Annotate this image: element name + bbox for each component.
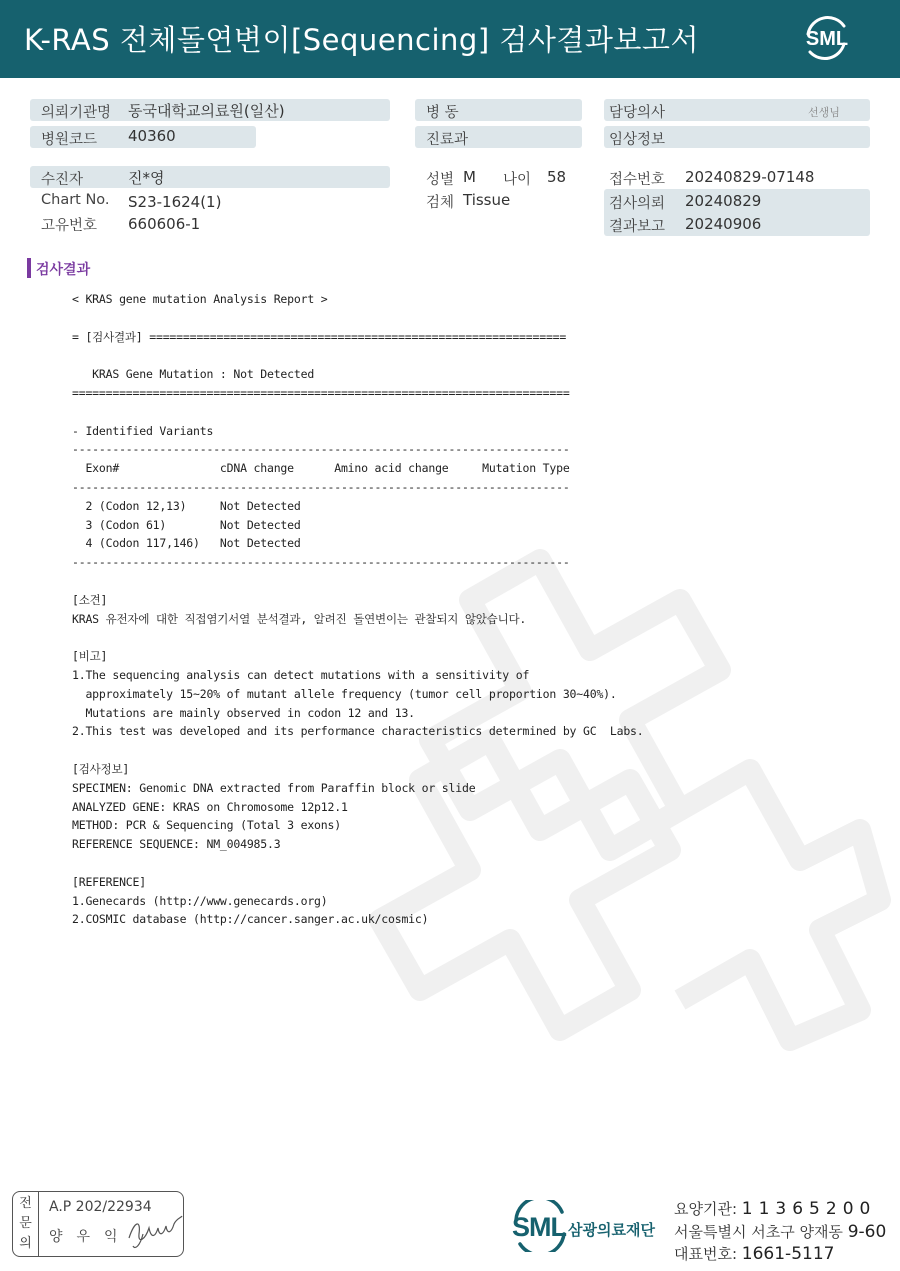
stamp-side-label [13,1192,39,1256]
institution-value: 동국대학교의료원(일산) [128,102,285,120]
stamp-side-char: 의 [19,1236,32,1251]
age-label: 나이 [503,172,532,188]
department-label: 진료과 [426,132,469,148]
header-logo-text: SML [805,28,849,50]
patient-bar [30,166,390,188]
report-body: < KRAS gene mutation Analysis Report > = [검사결과] ============================================================== KRAS Gene Mutation : Not Detected ========================================================================== - Identified Variants -------------------------------------------------------------------------- Exon# cDNA change Amino acid change Mutation Type -------------------------------------------------------------------------- 2 (Codon 12,13) Not Detected 3 (Codon 61) Not Detected 4 (Codon 117,146) Not Detected -------------------------------------------------------------------------- [소견] KRAS 유전자에 대한 직접염기서열 분석결과, 알려진 돌연변이는 관찰되지 않았습니다. [비고] 1.The sequencing analysis can detect mutations with a sensitivity of approximately 15~20% of mutant allele frequency (tumor cell proportion 30~40%). Mutations are mainly observed in codon 12 and 13. 2.This test was developed and its performance characteristics determined by GC Labs. [검사정보] SPECIMEN: Genomic DNA extracted from Paraffin block or slide ANALYZED GENE: KRAS on Chromosome 12p12.1 METHOD: PCR & Sequencing (Total 3 exons) REFERENCE SEQUENCE: NM_004985.3 [REFERENCE] 1.Genecards (http://www.genecards.org) 2.COSMIC database (http://cancer.sanger.ac.uk/cosmic) [72,292,644,927]
ward-label: 병 동 [426,105,459,121]
hospital-code-label: 병원코드 [41,132,98,148]
chart-label: Chart No. [41,192,110,208]
footer-care-label: 요양기관 [674,1200,732,1218]
pathologist-stamp [12,1191,184,1257]
footer-address: 서울특별시 서초구 양재동 [674,1223,843,1241]
patient-label: 수진자 [41,172,84,188]
receipt-label: 접수번호 [609,172,666,188]
footer-phone-value: 1661-5117 [741,1244,835,1264]
chart-value: S23-1624(1) [128,193,222,211]
footer-care-line: 요양기관: 11365200 [674,1199,877,1219]
sex-value: M [463,168,476,186]
footer-address-number: 9-60 [847,1222,887,1242]
footer-phone-label: 대표번호 [674,1245,732,1263]
unique-value: 660606-1 [128,215,201,233]
institution-label: 의뢰기관명 [41,105,112,121]
hospital-code-value: 40360 [128,127,176,145]
patient-value: 진*영 [128,169,165,187]
age-value: 58 [547,168,567,186]
request-label: 검사의뢰 [609,196,666,212]
receipt-value: 20240829-07148 [685,168,815,186]
signature-icon [125,1210,185,1250]
report-value: 20240906 [685,215,762,233]
footer-care-value: 11365200 [741,1199,877,1219]
report-title: K-RAS 전체돌연변이[Sequencing] 검사결과보고서 [24,23,699,57]
footer-phone-line: 대표번호: 1661-5117 [674,1244,835,1264]
unique-label: 고유번호 [41,218,98,234]
stamp-side-char: 문 [19,1216,32,1231]
sex-label: 성별 [426,172,455,188]
section-title: 검사결과 [36,262,91,278]
report-label: 결과보고 [609,219,666,235]
clinical-info-label: 임상정보 [609,132,666,148]
stamp-side-char: 전 [19,1196,32,1211]
footer-org-name: 삼광의료재단 [568,1221,655,1239]
stamp-ap-number: A.P 202/22934 [49,1199,152,1215]
report-header [0,0,900,78]
footer-logo-text: SML [512,1212,566,1242]
request-value: 20240829 [685,192,762,210]
footer-address-line [674,1221,886,1242]
specimen-value: Tissue [463,191,511,209]
doctor-suffix: 선생님 [808,106,840,119]
specimen-label: 검체 [426,195,455,211]
stamp-name: 양우익 [49,1229,132,1245]
doctor-label: 담당의사 [609,105,666,121]
section-marker [27,258,31,278]
